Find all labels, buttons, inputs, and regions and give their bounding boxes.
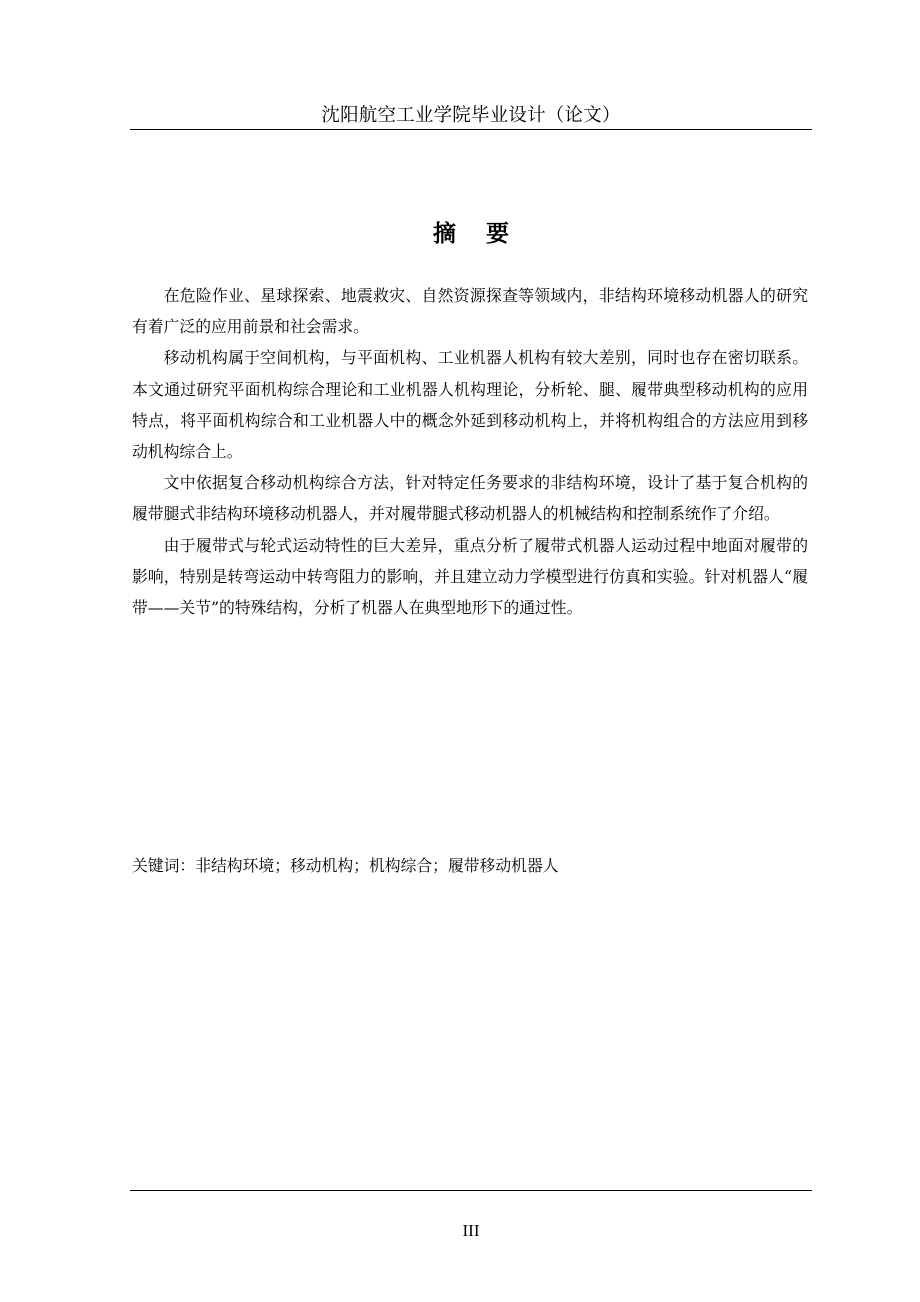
keywords-line <box>132 850 808 881</box>
abstract-title: 摘要 <box>433 221 539 247</box>
abstract-paragraph: 在危险作业、星球探索、地震救灾、自然资源探查等领域内，非结构环境移动机器人的研究有着广泛的应用前景和社会需求。 <box>132 286 808 337</box>
footer-rule <box>130 1190 812 1191</box>
abstract-paragraph: 文中依据复合移动机构综合方法，针对特定任务要求的非结构环境，设计了基于复合机构的履带腿式非结构环境移动机器人，并对履带腿式移动机器人的机械结构和控制系统作了介绍。 <box>132 473 808 524</box>
header-rule <box>130 129 812 130</box>
abstract-body <box>132 280 808 623</box>
running-header: 沈阳航空工业学院毕业设计（论文） <box>321 105 621 126</box>
keywords-label: 关键词： <box>132 856 196 875</box>
abstract-paragraph: 由于履带式与轮式运动特性的巨大差异，重点分析了履带式机器人运动过程中地面对履带的影响，特别是转弯运动中转弯阻力的影响，并且建立动力学模型进行仿真和实验。针对机器人“履带——关节”的特殊结构，分析了机器人在典型地形下的通过性。 <box>132 535 808 618</box>
keywords-text: 非结构环境；移动机构；机构综合；履带移动机器人 <box>195 856 559 875</box>
abstract-paragraph: 移动机构属于空间机构，与平面机构、工业机器人机构有较大差别，同时也存在密切联系。本文通过研究平面机构综合理论和工业机器人机构理论，分析轮、腿、履带典型移动机构的应用特点，将平面机构综合和工业机器人中的概念外延到移动机构上，并将机构组合的方法应用到移动机构综合上。 <box>132 348 808 462</box>
page-number: III <box>462 1221 480 1240</box>
